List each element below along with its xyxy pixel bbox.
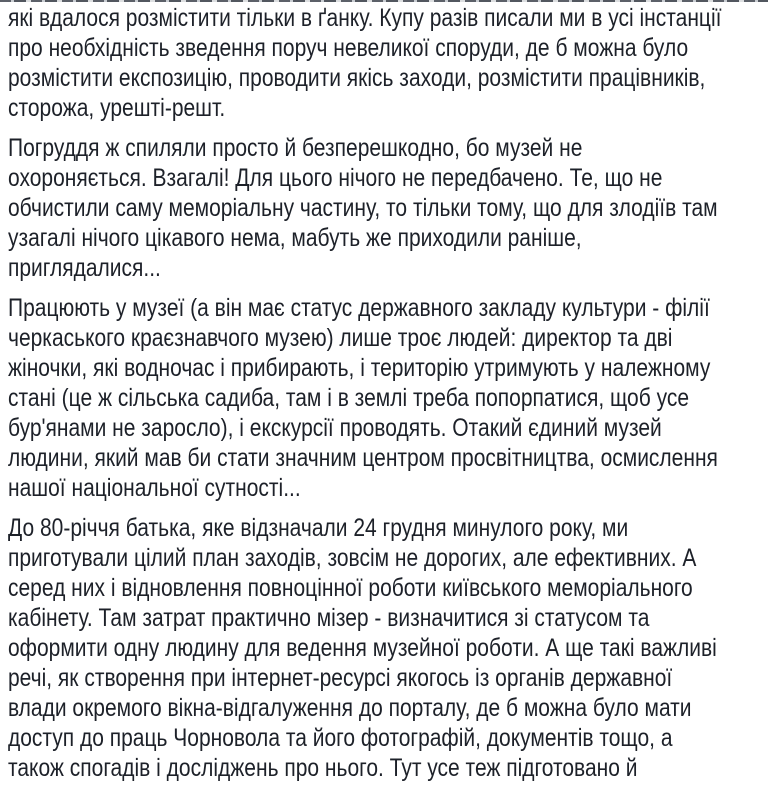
text-line: доступ до праць Чорновола та його фотографій, документів тощо, а xyxy=(8,724,673,752)
text-line: охороняється. Взагалі! Для цього нічого не передбачено. Те, що не xyxy=(8,164,663,192)
text-line: людини, який мав би стати значним центром просвітництва, осмислення xyxy=(8,444,718,472)
text-line: обчистили саму меморіальну частину, то тільки тому, що для злодіїв там xyxy=(8,194,718,222)
text-line: стані (це ж сільська садиба, там і в землі треба попорпатися, щоб усе xyxy=(8,384,690,412)
text-line: узагалі нічого цікавого нема, мабуть же приходили раніше, xyxy=(8,224,582,252)
text-line: речі, як створення при інтернет-ресурсі якогось із органів державної xyxy=(8,664,673,692)
text-line: Погруддя ж спиляли просто й безперешкодно, бо музей не xyxy=(8,134,583,162)
text-line: кабінету. Там затрат практично мізер - визначитися зі статусом та xyxy=(8,604,650,632)
text-line: про необхідність зведення поруч невеликої споруди, де б можна було xyxy=(8,34,689,62)
post-paragraph xyxy=(8,133,721,283)
text-line: бур'янами не заросло), і екскурсії проводять. Отакий єдиний музей xyxy=(8,414,662,442)
post-paragraph xyxy=(8,293,721,503)
text-line: влади окремого вікна-відгалуження до порталу, де б можна було мати xyxy=(8,694,692,722)
text-line: черкаського краєзнавчого музею) лише троє людей: директор та дві xyxy=(8,324,673,352)
clipped-previous-line-remnant xyxy=(0,0,768,2)
text-line: Працюють у музеї (а він має статус державного закладу культури - філії xyxy=(8,294,710,322)
post-body-text xyxy=(8,3,721,793)
text-line: нашої національної сутності... xyxy=(8,474,301,502)
text-line: приглядалися... xyxy=(8,254,161,282)
text-line: розмістити експозицію, проводити якісь заходи, розмістити працівників, xyxy=(8,64,706,92)
text-line: які вдалося розмістити тільки в ґанку. Купу разів писали ми в усі інстанції xyxy=(8,4,722,32)
text-line: також спогадів і досліджень про нього. Тут усе теж підготовано й xyxy=(8,754,638,782)
post-paragraph xyxy=(8,513,721,783)
text-line: серед них і відновлення повноцінної роботи київського меморіального xyxy=(8,574,693,602)
text-line: сторожа, урешті-решт. xyxy=(8,94,226,122)
text-line: оформити одну людину для ведення музейної роботи. А ще такі важливі xyxy=(8,634,717,662)
post-paragraph xyxy=(8,3,721,123)
text-line: приготували цілий план заходів, зовсім не дорогих, але ефективних. А xyxy=(8,544,697,572)
text-line: До 80-річчя батька, яке відзначали 24 грудня минулого року, ми xyxy=(8,514,629,542)
text-line: жіночки, які водночас і прибирають, і територію утримують у належному xyxy=(8,354,711,382)
